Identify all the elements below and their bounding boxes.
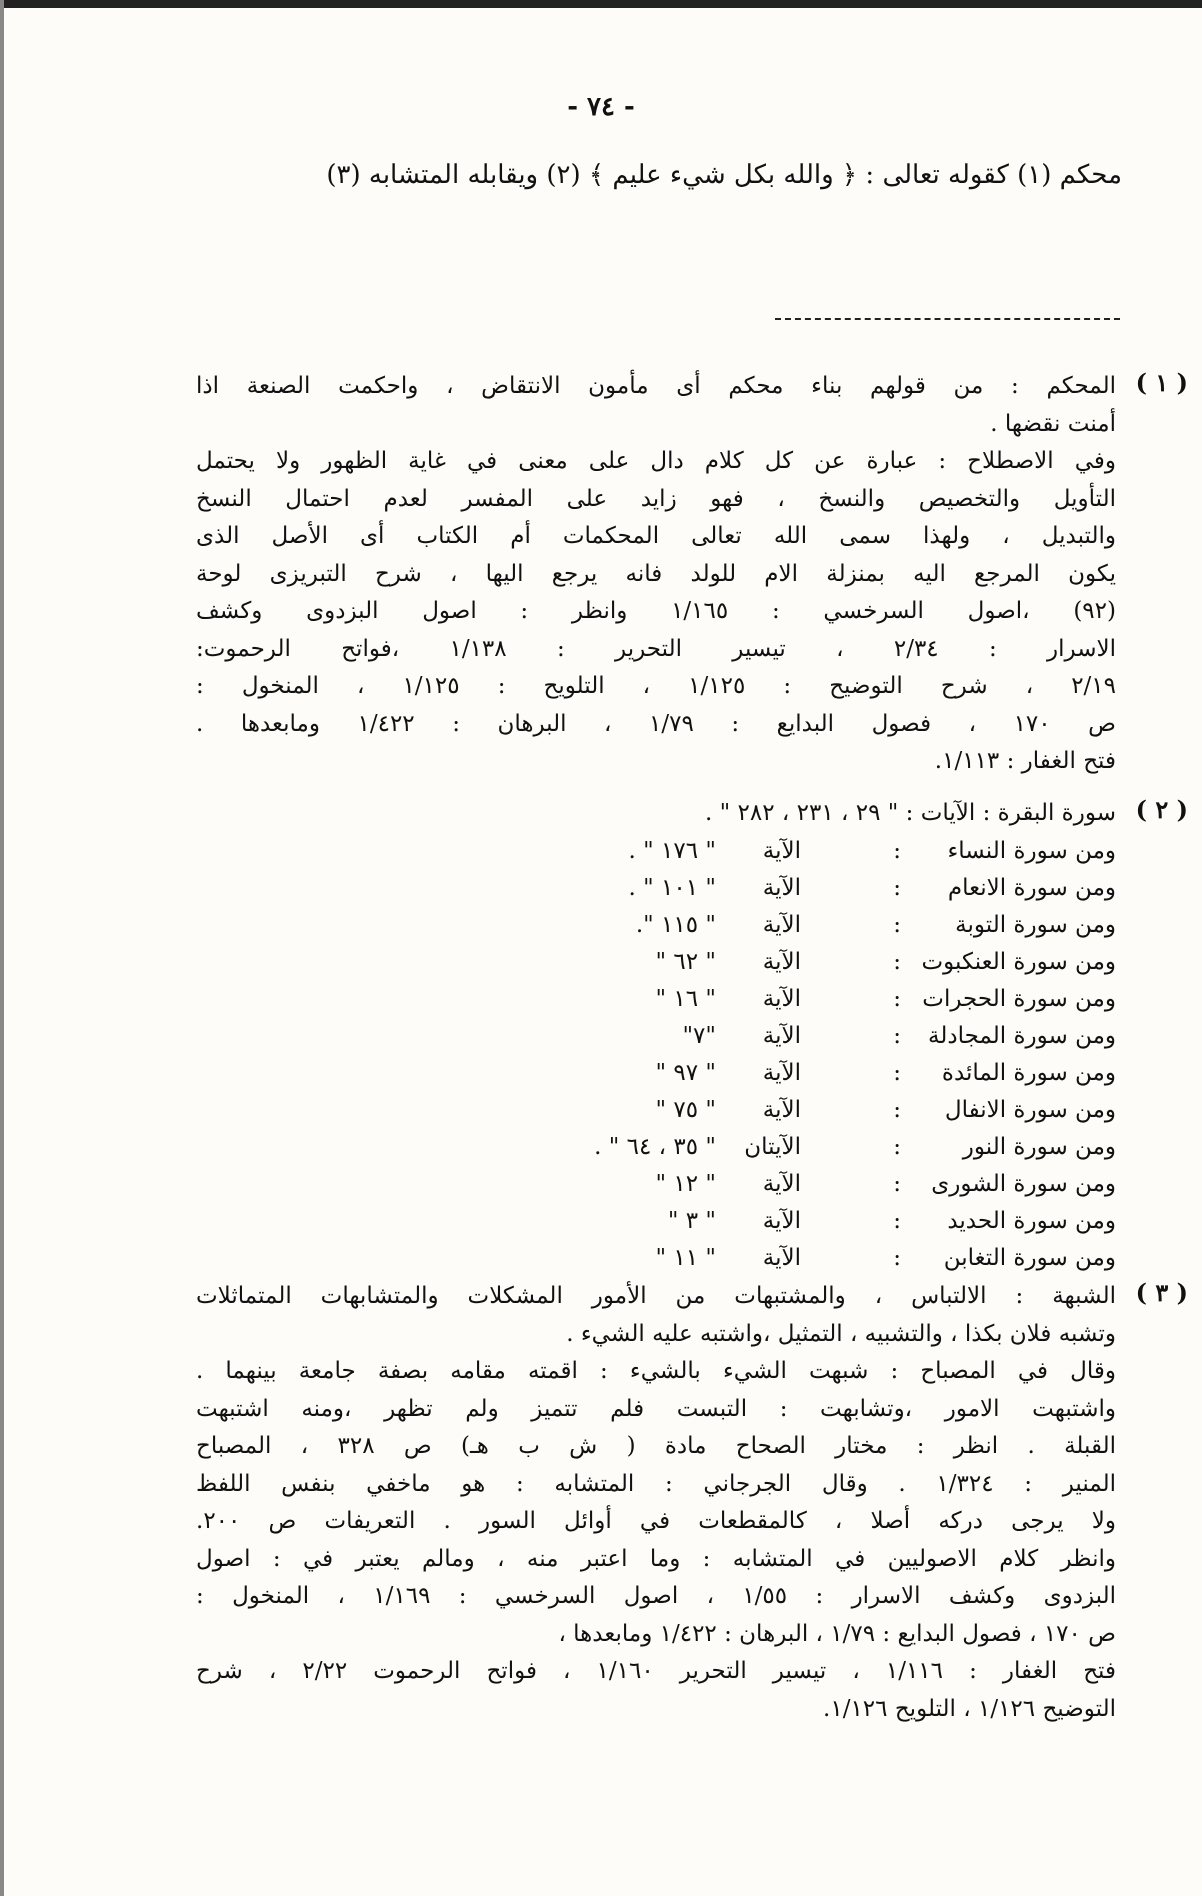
verse-number: "٧": [682, 1022, 716, 1049]
verse-number: " ١١٥ ".: [635, 911, 716, 938]
surah-name: ومن سورة الانفال: [944, 1096, 1116, 1123]
surah-colon: :: [893, 1096, 901, 1123]
verse-number: " ١٠١ " .: [628, 874, 716, 901]
verse-number: " ٦٢ ": [655, 948, 716, 975]
footnote-line: يكون المرجع اليه بمنزلة الام للولد فانه يرجع اليها ، شرح التبريزى لوحة: [196, 560, 1116, 587]
page-number: - ٧٤ -: [567, 92, 635, 122]
surah-colon: :: [893, 1022, 901, 1049]
verse-label: الآيتان: [744, 1133, 801, 1160]
verse-number: " ٧٥ ": [655, 1096, 716, 1123]
verse-label: الآية: [762, 948, 801, 975]
footnote-line: وانظر كلام الاصوليين في المتشابه : وما اعتبر منه ، ومالم يعتبر في : اصول: [196, 1545, 1116, 1572]
surah-colon: :: [893, 948, 901, 975]
surah-colon: :: [893, 1133, 901, 1160]
footnote-line: التوضيح ١/١٢٦ ، التلويح ١/١٢٦.: [823, 1695, 1116, 1722]
footnote-line: الاسرار : ٢/٣٤ ، تيسير التحرير : ١/١٣٨ ،فواتح الرحموت:: [196, 635, 1117, 662]
surah-name: ومن سورة المائدة: [941, 1059, 1116, 1086]
verse-label: الآية: [762, 1022, 801, 1049]
surah-colon: :: [893, 985, 901, 1012]
footnote-line: وتشبه فلان بكذا ، والتشبيه ، التمثيل ،واشتبه عليه الشيء .: [566, 1320, 1116, 1347]
surah-reference: [196, 981, 1116, 1018]
surah-name: ومن سورة المجادلة: [928, 1022, 1116, 1049]
footnote-line: فتح الغفار : ١/١١٣.: [934, 748, 1116, 774]
footnote-line: الشبهة : الالتباس ، والمشتبهات من الأمور المشكلات والمتشابهات المتماثلات: [196, 1283, 1116, 1309]
footnote-line: ٢/١٩ ، شرح التوضيح : ١/١٢٥ ، التلويح : ١/١٢٥ ، المنخول :: [196, 673, 1116, 699]
surah-name: ومن سورة التغابن: [943, 1244, 1116, 1271]
surah-name: ومن سورة الانعام: [947, 874, 1116, 901]
surah-reference: [196, 1166, 1116, 1203]
verse-label: الآية: [762, 1244, 801, 1271]
surah-reference: [196, 1055, 1116, 1092]
verse-number: " ١٦ ": [655, 985, 716, 1012]
footnote-separator: [775, 318, 1120, 320]
surah-name: ومن سورة الشورى: [931, 1170, 1116, 1197]
surah-reference: [196, 870, 1116, 907]
footnote-line: (٩٢) ،اصول السرخسي : ١/١٦٥ وانظر : اصول البزدوى وكشف: [196, 598, 1116, 624]
surah-colon: :: [893, 1207, 901, 1234]
footnote-1: [196, 368, 1188, 781]
verse-label: الآية: [762, 837, 801, 864]
surah-reference: [196, 1018, 1116, 1055]
surah-colon: :: [893, 1059, 901, 1086]
footnote-line: والتبديل ، ولهذا سمى الله تعالى المحكمات أم الكتاب أى الأصل الذى: [196, 523, 1116, 549]
footnote-line: المحكم : من قولهم بناء محكم أى مأمون الانتقاض ، واحكمت الصنعة اذا: [196, 373, 1116, 399]
footnote-3-marker: ( ٣ ): [1135, 1278, 1188, 1307]
verse-number: " ٣٥ ، ٦٤ " .: [594, 1133, 716, 1160]
surah-colon: :: [893, 837, 901, 864]
verse-number: " ١٢ ": [655, 1170, 716, 1197]
surah-reference: [196, 944, 1116, 981]
footnote-line: المنير : ١/٣٢٤ . وقال الجرجاني : المتشابه : هو ماخفي بنفس اللفظ: [196, 1470, 1116, 1497]
footnote-line: واشتبهت الامور ،وتشابهت : التبست فلم تتميز ولم تظهر ،ومنه اشتبهت: [196, 1395, 1116, 1422]
surah-reference: [196, 1129, 1116, 1166]
footnote-3: [196, 1278, 1188, 1728]
footnote-line: أمنت نقضها .: [990, 410, 1116, 437]
surah-name: ومن سورة الحجرات: [922, 985, 1116, 1012]
verse-label: الآية: [762, 985, 801, 1012]
footnote-2: [196, 795, 1188, 1277]
surah-reference: [196, 1240, 1116, 1277]
verse-label: الآية: [762, 1170, 801, 1197]
scan-left-edge: [0, 0, 4, 1896]
verse-number: " ٩٧ ": [655, 1059, 716, 1086]
surah-colon: :: [893, 911, 901, 938]
surah-name: ومن سورة الحديد: [947, 1207, 1116, 1234]
footnote-line: ولا يرجى دركه أصلا ، كالمقطعات في أوائل السور . التعريفات ص ٢٠٠.: [196, 1508, 1116, 1534]
surah-name: ومن سورة النساء: [947, 837, 1116, 864]
main-text-line: محكم (١) كقوله تعالى : ﴿ والله بكل شيء عليم ﴾ (٢) ويقابله المتشابه (٣): [326, 160, 1122, 190]
verse-label: الآية: [762, 911, 801, 938]
footnote-line: ص ١٧٠ ، فصول البدايع : ١/٧٩ ، البرهان : ١/٤٢٢ ومابعدها .: [196, 710, 1116, 737]
surah-reference: [196, 1203, 1116, 1240]
footnote-2-marker: ( ٢ ): [1135, 795, 1188, 824]
surah-reference: [196, 907, 1116, 944]
verse-number: " ١٧٦ " .: [628, 837, 716, 864]
footnote-line: فتح الغفار : ١/١١٦ ، تيسير التحرير ١/١٦٠ ، فواتح الرحموت ٢/٢٢ ، شرح: [196, 1658, 1116, 1684]
surah-reference: [196, 1092, 1116, 1129]
verse-label: الآية: [762, 1207, 801, 1234]
verse-label: الآية: [762, 1059, 801, 1086]
verse-number: " ١١ ": [655, 1244, 716, 1271]
footnote-line: ص ١٧٠ ، فصول البدايع : ١/٧٩ ، البرهان : ١/٤٢٢ ومابعدها ،: [558, 1620, 1116, 1647]
surah-colon: :: [893, 1244, 901, 1271]
surah-name: ومن سورة التوبة: [955, 911, 1116, 938]
footnote-line: سورة البقرة : الآيات : " ٢٩ ، ٢٣١ ، ٢٨٢ " .: [705, 800, 1116, 826]
footnote-line: وقال في المصباح : شبهت الشيء بالشيء : اقمته مقامه بصفة جامعة بينهما .: [196, 1358, 1116, 1384]
footnote-line: القبلة . انظر : مختار الصحاح مادة ( ش ب هـ) ص ٣٢٨ ، المصباح: [196, 1433, 1117, 1459]
surah-colon: :: [893, 874, 901, 901]
verse-number: " ٣ ": [667, 1207, 716, 1234]
footnote-1-marker: ( ١ ): [1135, 368, 1188, 397]
surah-name: ومن سورة النور: [962, 1133, 1116, 1160]
footnote-line: البزدوى وكشف الاسرار : ١/٥٥ ، اصول السرخسي : ١/١٦٩ ، المنخول :: [196, 1583, 1116, 1609]
footnote-line: التأويل والتخصيص والنسخ ، فهو زايد على المفسر لعدم احتمال النسخ: [196, 485, 1116, 512]
footnote-line: وفي الاصطلاح : عبارة عن كل كلام دال على معنى في غاية الظهور ولا يحتمل: [196, 448, 1116, 474]
scan-top-edge: [0, 0, 1202, 8]
surah-name: ومن سورة العنكبوت: [921, 948, 1116, 975]
surah-colon: :: [893, 1170, 901, 1197]
verse-label: الآية: [762, 874, 801, 901]
surah-reference: [196, 833, 1116, 870]
verse-label: الآية: [762, 1096, 801, 1123]
